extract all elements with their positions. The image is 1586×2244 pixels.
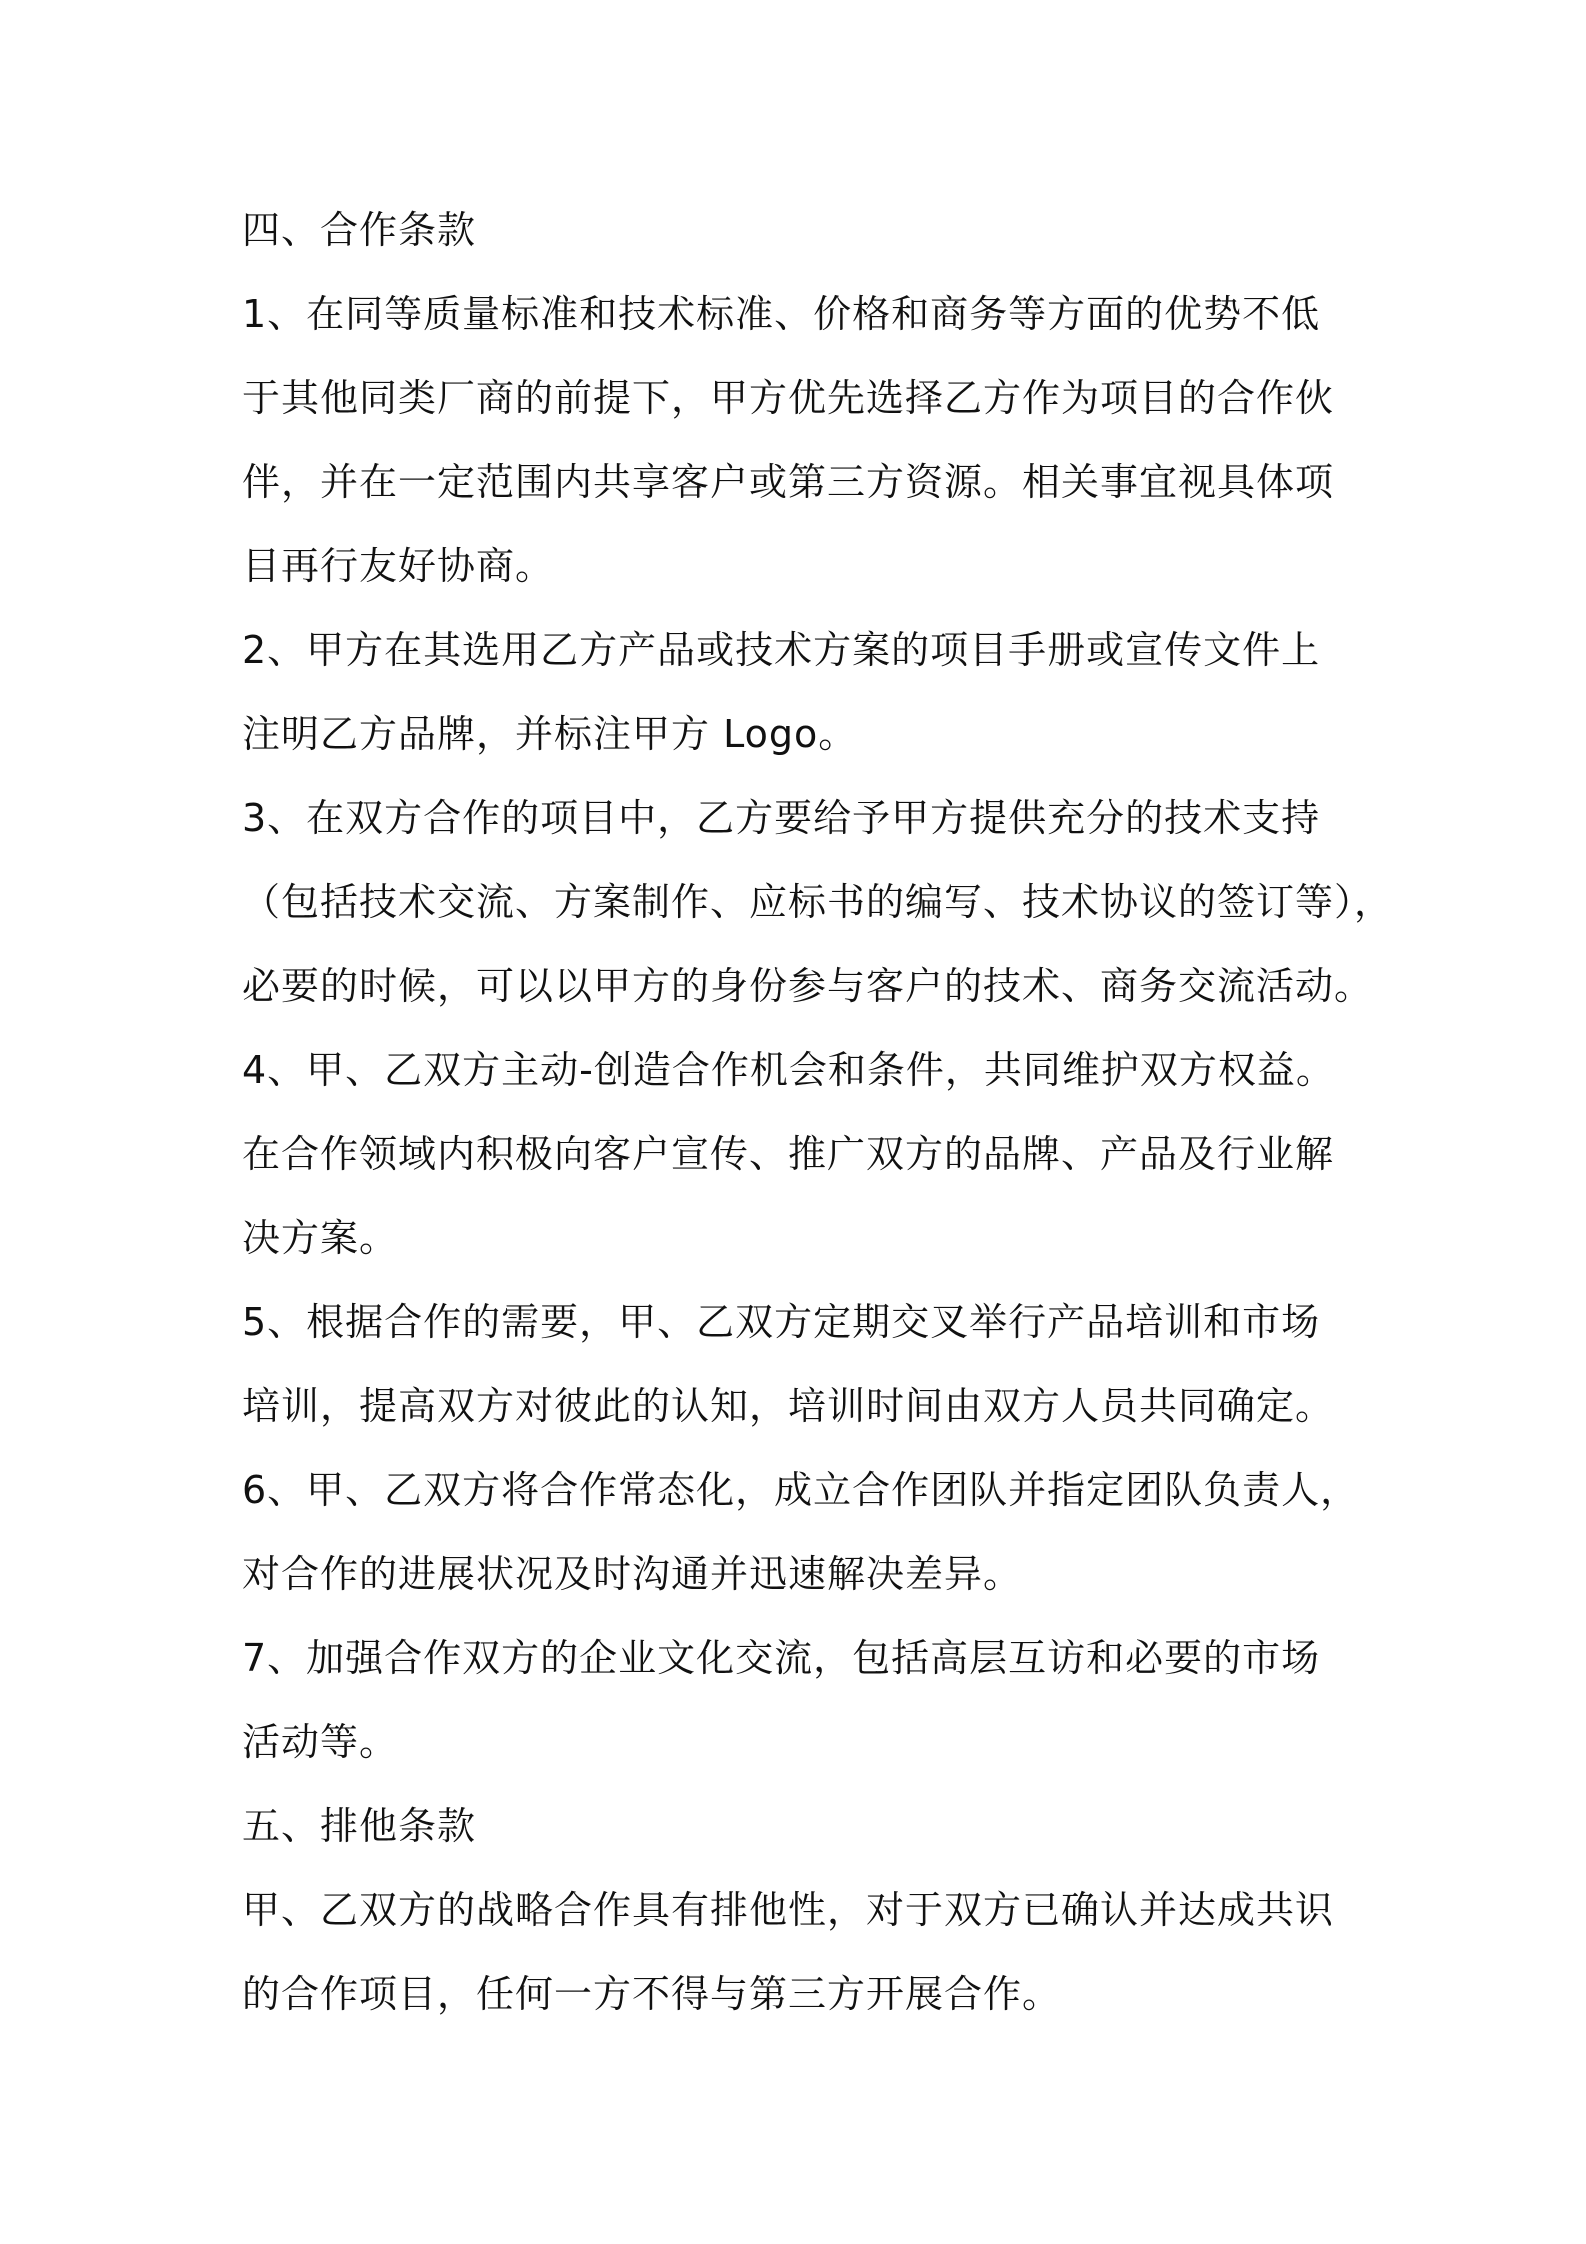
exclusivity-line-2: 的合作项目，任何一方不得与第三方开展合作。: [242, 1972, 1062, 2016]
section-heading-cooperation-terms: 四、合作条款: [242, 208, 477, 252]
clause-4-line-3: 决方案。: [242, 1216, 399, 1260]
clause-1-line-3: 伴，并在一定范围内共享客户或第三方资源。相关事宜视具体项: [242, 460, 1335, 504]
clause-5-line-2: 培训，提高双方对彼此的认知，培训时间由双方人员共同确定。: [242, 1384, 1335, 1428]
clause-1-line-4: 目再行友好协商。: [242, 544, 555, 588]
section-heading-exclusivity-terms: 五、排他条款: [242, 1804, 477, 1848]
clause-3-line-2: （包括技术交流、方案制作、应标书的编写、技术协议的签订等），: [242, 880, 1394, 924]
clause-1-line-1: 1、在同等质量标准和技术标准、价格和商务等方面的优势不低: [242, 292, 1321, 336]
clause-6-line-2: 对合作的进展状况及时沟通并迅速解决差异。: [242, 1552, 1023, 1596]
clause-2-line-2: 注明乙方品牌，并标注甲方 Logo。: [242, 712, 858, 756]
clause-7-line-2: 活动等。: [242, 1720, 399, 1764]
document-body: [242, 188, 1394, 2036]
clause-3-line-1: 3、在双方合作的项目中，乙方要给予甲方提供充分的技术支持: [242, 796, 1321, 840]
clause-2-line-1: 2、甲方在其选用乙方产品或技术方案的项目手册或宣传文件上: [242, 628, 1321, 672]
clause-1-line-2: 于其他同类厂商的前提下，甲方优先选择乙方作为项目的合作伙: [242, 376, 1335, 420]
clause-4-line-2: 在合作领域内积极向客户宣传、推广双方的品牌、产品及行业解: [242, 1132, 1335, 1176]
clause-6-line-1: 6、甲、乙双方将合作常态化，成立合作团队并指定团队负责人，: [242, 1468, 1360, 1512]
exclusivity-line-1: 甲、乙双方的战略合作具有排他性，对于双方已确认并达成共识: [242, 1888, 1335, 1932]
clause-4-line-1: 4、甲、乙双方主动-创造合作机会和条件，共同维护双方权益。: [242, 1048, 1335, 1092]
clause-5-line-1: 5、根据合作的需要，甲、乙双方定期交叉举行产品培训和市场: [242, 1300, 1321, 1344]
clause-7-line-1: 7、加强合作双方的企业文化交流，包括高层互访和必要的市场: [242, 1636, 1321, 1680]
clause-3-line-3: 必要的时候，可以以甲方的身份参与客户的技术、商务交流活动。: [242, 964, 1374, 1008]
